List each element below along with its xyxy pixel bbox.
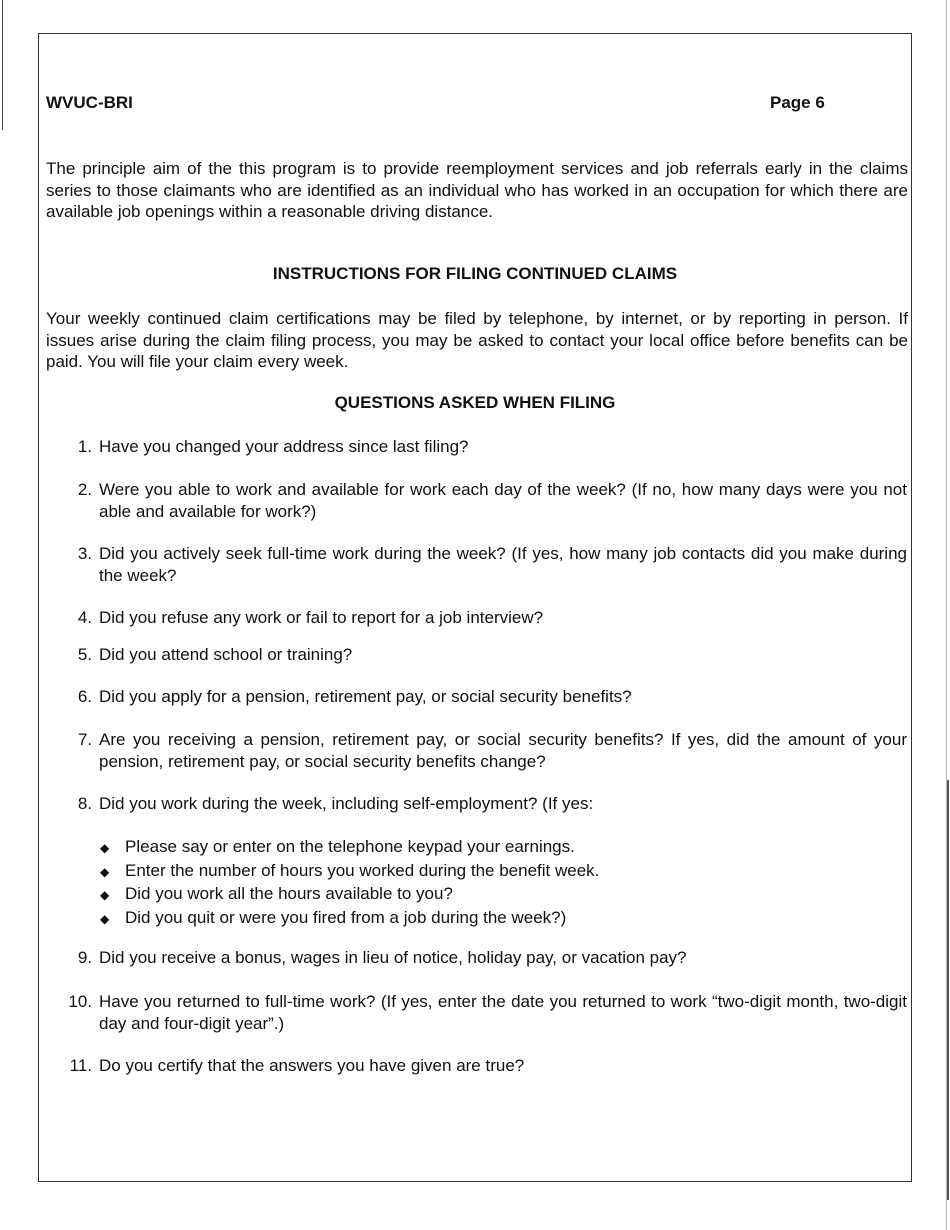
diamond-bullet-icon: ◆ xyxy=(100,841,110,855)
question-number: 5. xyxy=(77,645,92,664)
question-number: 11. xyxy=(69,1056,92,1075)
scan-edge-left xyxy=(2,0,3,130)
page-number: Page 6 xyxy=(770,93,825,112)
list-item xyxy=(100,860,599,884)
question-text: Did you attend school or training? xyxy=(99,645,353,664)
intro-paragraph: The principle aim of the this program is to provide reemployment services and job referrals early in the claims series to those claimants who are identified as an individual who has worked in an occupation for which there are available job openings within a reasonable driving distance. xyxy=(46,159,908,221)
bullet-text: Did you work all the hours available to you? xyxy=(125,884,453,903)
question-number: 2. xyxy=(77,480,92,499)
instructions-paragraph: Your weekly continued claim certifications may be filed by telephone, by internet, or by reporting in person. If issues arise during the claim filing process, you may be asked to contact your local office before benefits can be paid. You will file your claim every week. xyxy=(46,309,908,371)
diamond-bullet-icon: ◆ xyxy=(100,864,110,879)
question-8-bullets xyxy=(100,836,599,930)
question-number: 6. xyxy=(77,687,92,706)
question-text: Did you receive a bonus, wages in lieu of notice, holiday pay, or vacation pay? xyxy=(99,948,687,967)
document-id: WVUC-BRI xyxy=(46,93,133,112)
question-number: 7. xyxy=(77,730,92,749)
question-text: Were you able to work and available for work each day of the week? (If no, how many days were you not able and available for work?) xyxy=(99,480,907,521)
question-text: Have you returned to full-time work? (If yes, enter the date you returned to work “two-digit month, two-digit day and four-digit year”.) xyxy=(99,992,907,1033)
question-number: 9. xyxy=(77,948,92,967)
question-text: Did you apply for a pension, retirement pay, or social security benefits? xyxy=(99,687,632,706)
question-number: 4. xyxy=(77,608,92,627)
question-number: 8. xyxy=(77,794,92,813)
list-item xyxy=(100,907,599,931)
bullet-text: Please say or enter on the telephone keypad your earnings. xyxy=(125,837,575,856)
bullet-text: Did you quit or were you fired from a job during the week?) xyxy=(125,907,567,927)
question-text: Did you work during the week, including self-employment? (If yes: xyxy=(99,794,594,813)
question-number: 10. xyxy=(68,992,92,1011)
diamond-bullet-icon: ◆ xyxy=(100,911,110,926)
question-text: Do you certify that the answers you have given are true? xyxy=(99,1056,525,1075)
section-heading-instructions: INSTRUCTIONS FOR FILING CONTINUED CLAIMS xyxy=(272,264,678,283)
question-text: Are you receiving a pension, retirement pay, or social security benefits? If yes, did the amount of your pension, retirement pay, or social security benefits change? xyxy=(99,730,907,771)
question-text: Did you actively seek full-time work during the week? (If yes, how many job contacts did you make during the week? xyxy=(99,544,907,585)
scan-edge-right-dark xyxy=(947,780,949,1200)
question-text: Did you refuse any work or fail to report for a job interview? xyxy=(99,608,544,627)
list-item xyxy=(100,836,599,860)
question-number: 3. xyxy=(77,544,92,563)
list-item xyxy=(100,883,599,907)
bullet-text: Enter the number of hours you worked during the benefit week. xyxy=(125,860,600,880)
section-heading-questions: QUESTIONS ASKED WHEN FILING xyxy=(334,393,616,412)
question-text: Have you changed your address since last filing? xyxy=(99,437,469,456)
question-number: 1. xyxy=(77,437,92,456)
diamond-bullet-icon: ◆ xyxy=(100,888,110,902)
